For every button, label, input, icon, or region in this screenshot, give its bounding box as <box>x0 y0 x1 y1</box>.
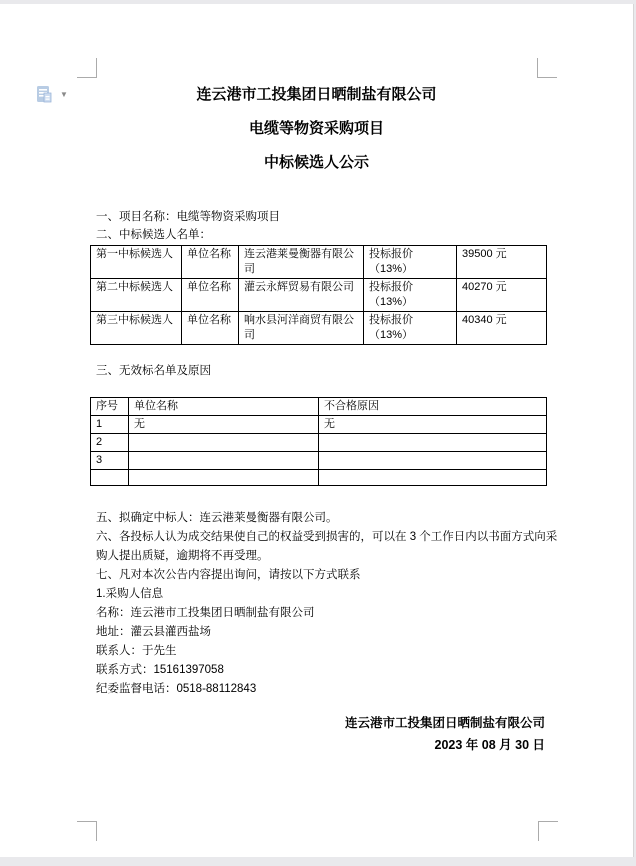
chevron-down-icon: ▼ <box>60 89 68 99</box>
serial-cell <box>91 470 129 486</box>
contact-person: 联系人：于先生 <box>96 645 177 657</box>
text-boundary-mark-bottom-right <box>538 821 558 841</box>
supervision-phone: 纪委监督电话：0518-88112843 <box>96 683 257 695</box>
unit-cell <box>129 452 319 470</box>
winner-candidates-table <box>90 245 547 345</box>
signature-block <box>96 712 545 756</box>
unit-cell <box>129 470 319 486</box>
purchaser-info-heading: 1.采购人信息 <box>96 588 164 600</box>
bid-amount: 39500 元 <box>457 246 547 279</box>
header-unit-name: 单位名称 <box>129 398 319 416</box>
text-boundary-mark-bottom-left <box>77 821 97 841</box>
document-title-block <box>0 78 633 180</box>
paragraph-confirmed-winner: 五、拟确定中标人：连云港莱曼衡器有限公司。 <box>96 512 338 524</box>
unit-cell <box>129 434 319 452</box>
bid-price-label: 投标报价（13%） <box>364 279 457 312</box>
purchaser-name: 名称：连云港市工投集团日晒制盐有限公司 <box>96 607 315 619</box>
table-row <box>91 434 547 452</box>
header-serial: 序号 <box>91 398 129 416</box>
table-row <box>91 312 547 345</box>
company-name: 灌云永辉贸易有限公司 <box>239 279 364 312</box>
section-project-name: 一、项目名称：电缆等物资采购项目 <box>96 211 280 223</box>
reason-cell <box>319 470 547 486</box>
unit-name-label: 单位名称 <box>182 312 239 345</box>
table-row <box>91 470 547 486</box>
candidate-rank: 第一中标候选人 <box>91 246 182 279</box>
unit-name-label: 单位名称 <box>182 279 239 312</box>
table-row <box>91 452 547 470</box>
invalid-bids-table <box>90 397 547 486</box>
serial-cell: 1 <box>91 416 129 434</box>
contact-number: 联系方式：15161397058 <box>96 664 224 676</box>
bid-price-label: 投标报价（13%） <box>364 312 457 345</box>
table-header-row <box>91 398 547 416</box>
bid-amount: 40270 元 <box>457 279 547 312</box>
reason-cell <box>319 434 547 452</box>
title-project: 电缆等物资采购项目 <box>248 120 384 137</box>
bid-price-label: 投标报价（13%） <box>364 246 457 279</box>
section-candidates-heading: 二、中标候选人名单： <box>96 229 211 241</box>
document-page <box>0 4 634 857</box>
reason-cell: 无 <box>319 416 547 434</box>
company-name: 连云港莱曼衡器有限公司 <box>239 246 364 279</box>
paragraph-objection-notice: 六、各投标人认为成交结果使自己的权益受到损害的，可以在 3 个工作日内以书面方式向采购人提出质疑，逾期将不再受理。 <box>96 531 558 562</box>
candidate-rank: 第三中标候选人 <box>91 312 182 345</box>
serial-cell: 2 <box>91 434 129 452</box>
candidate-rank: 第二中标候选人 <box>91 279 182 312</box>
table-row <box>91 279 547 312</box>
unit-name-label: 单位名称 <box>182 246 239 279</box>
header-disqualify-reason: 不合格原因 <box>319 398 547 416</box>
text-boundary-mark-top-left <box>77 58 97 78</box>
table-row <box>91 416 547 434</box>
body-paragraphs <box>96 509 558 699</box>
serial-cell: 3 <box>91 452 129 470</box>
bid-amount: 40340 元 <box>457 312 547 345</box>
title-company: 连云港市工投集团日晒制盐有限公司 <box>196 86 437 103</box>
signature-company: 连云港市工投集团日晒制盐有限公司 <box>344 716 545 730</box>
company-name: 响水县河洋商贸有限公司 <box>239 312 364 345</box>
text-boundary-mark-top-right <box>537 58 557 78</box>
purchaser-address: 地址：灌云县灌西盐场 <box>96 626 211 638</box>
table-row <box>91 246 547 279</box>
signature-date: 2023 年 08 月 30 日 <box>434 738 545 752</box>
section-invalid-heading: 三、无效标名单及原因 <box>96 365 211 377</box>
reason-cell <box>319 452 547 470</box>
paragraph-inquiry-notice: 七、凡对本次公告内容提出询问，请按以下方式联系 <box>96 569 361 581</box>
unit-cell: 无 <box>129 416 319 434</box>
title-announcement: 中标候选人公示 <box>263 154 369 171</box>
